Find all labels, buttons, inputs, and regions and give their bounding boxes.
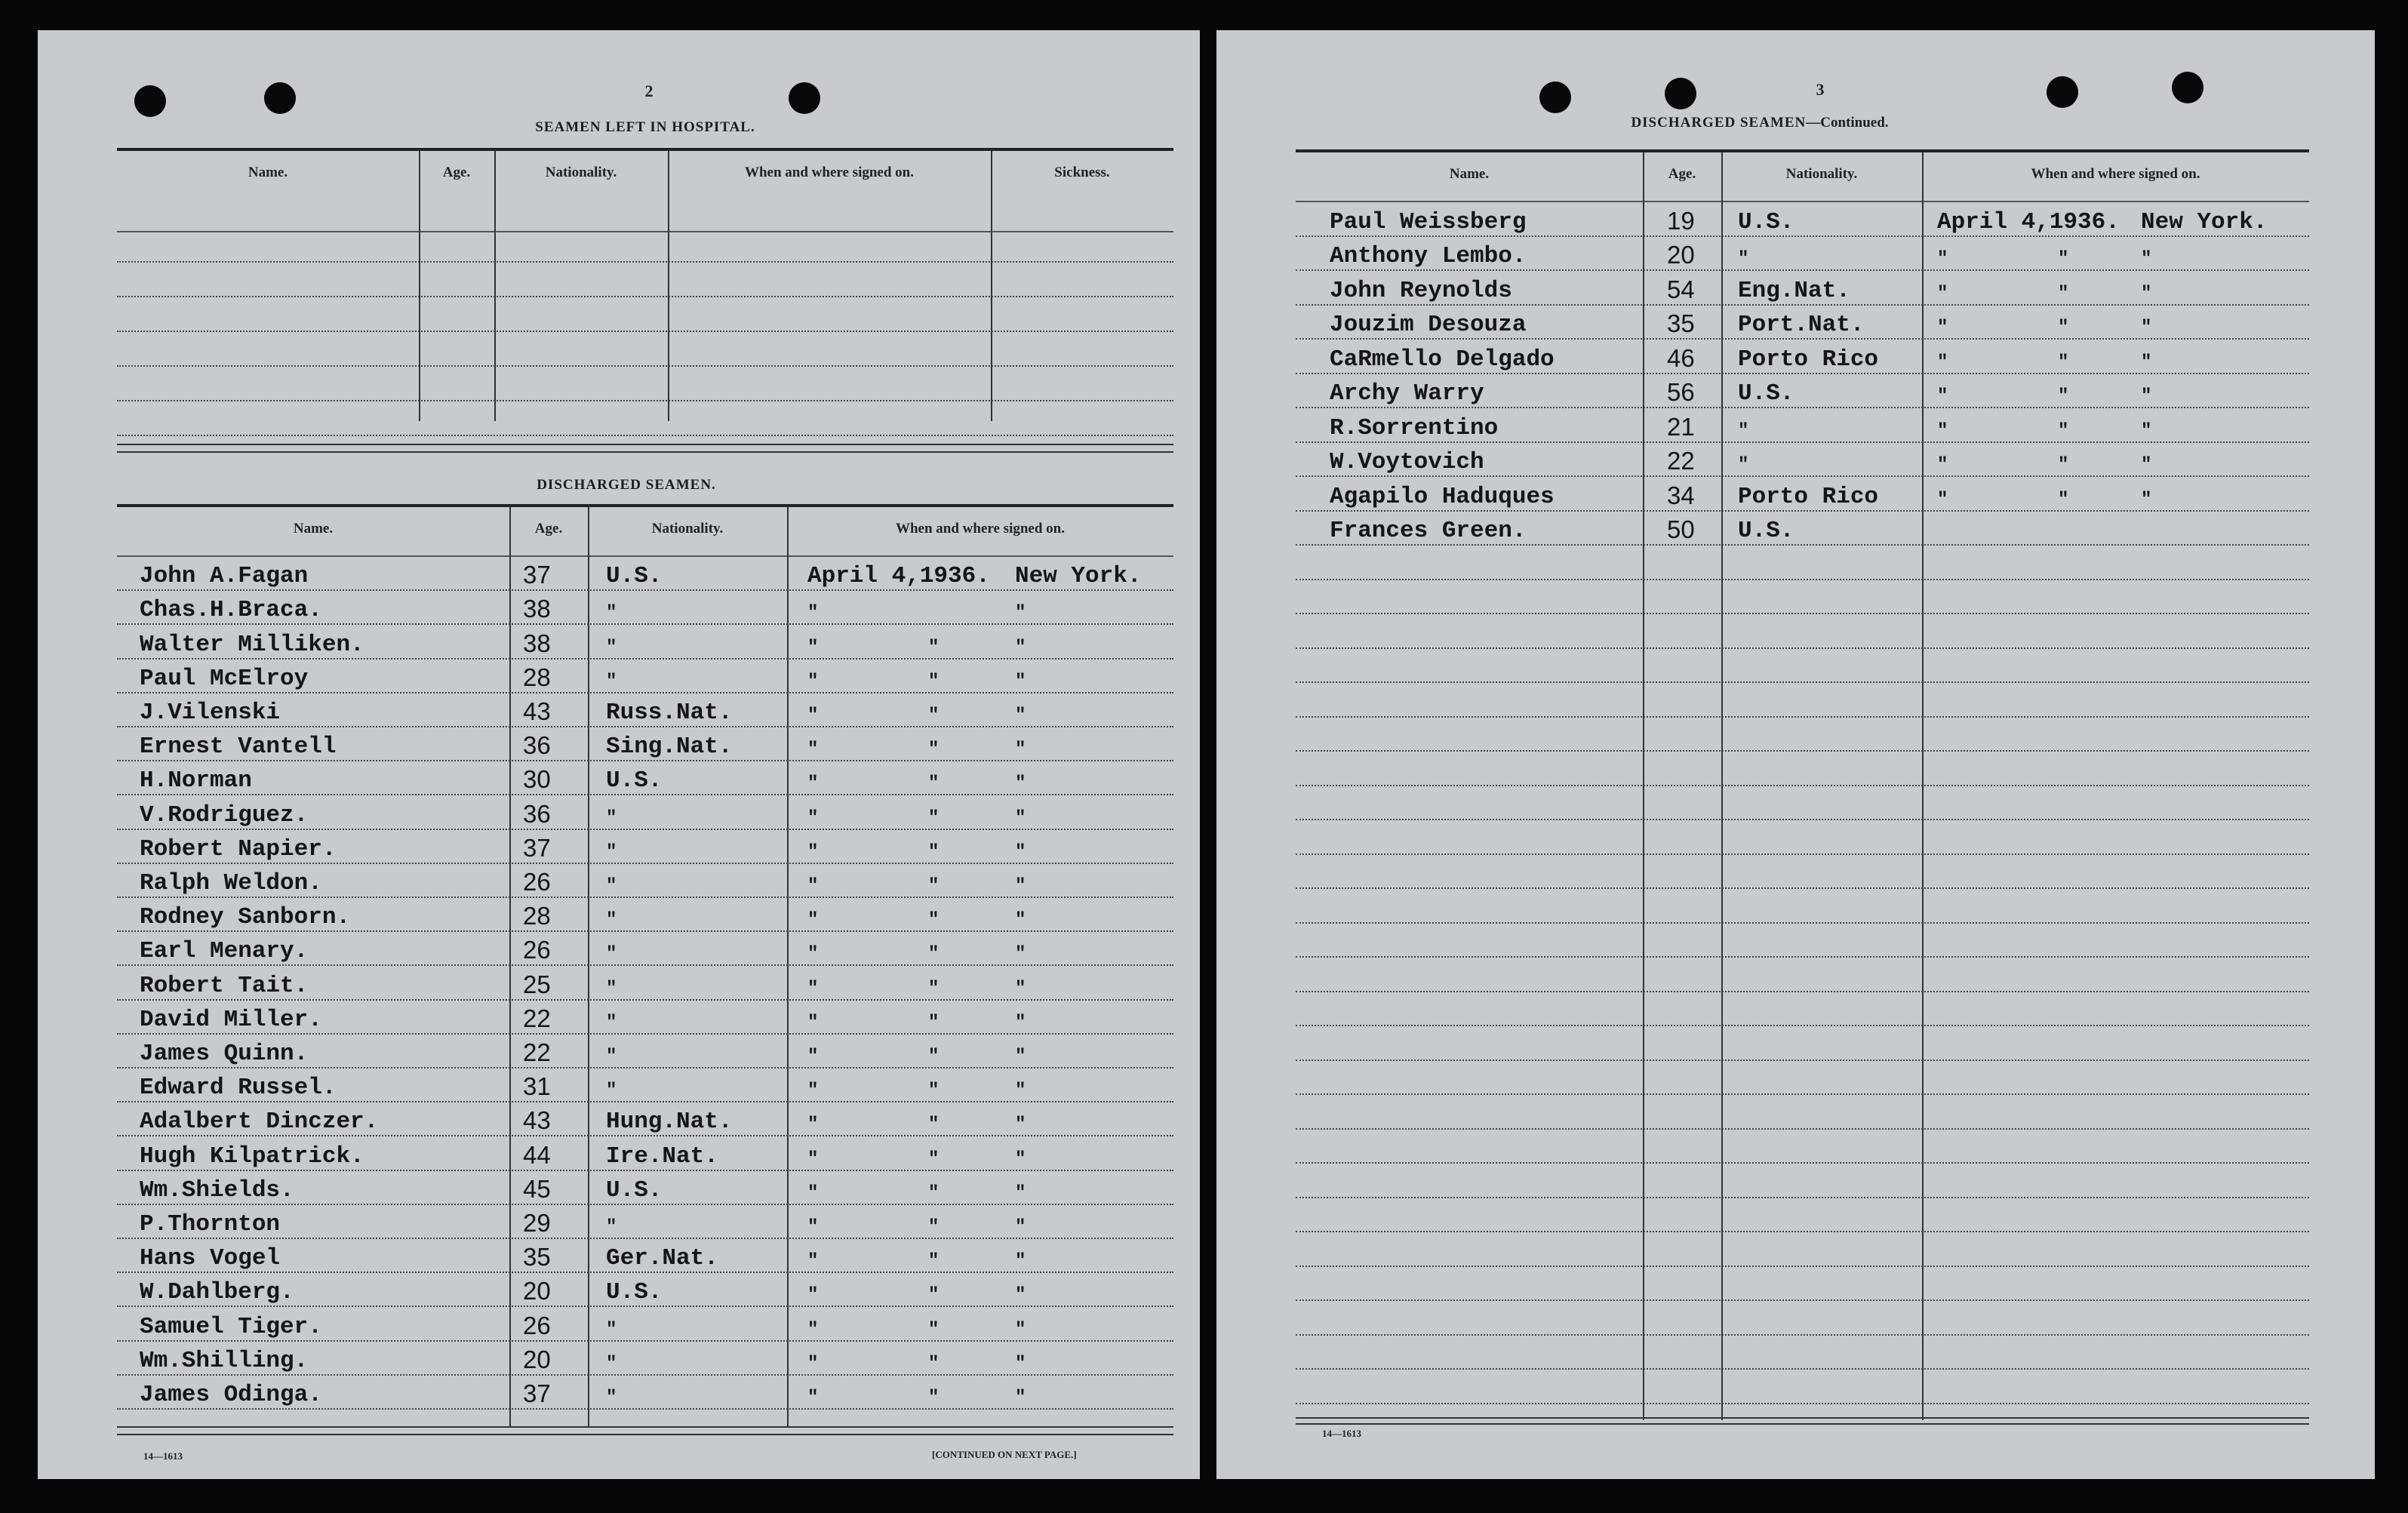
seaman-nationality: Hung.Nat. <box>606 1109 733 1136</box>
signed-on-ditto: " <box>2058 318 2069 338</box>
signed-on-date: " <box>807 773 819 795</box>
seaman-age: 20 <box>523 1277 551 1305</box>
table-row <box>117 1239 1173 1273</box>
signed-on-ditto: " <box>928 1046 940 1067</box>
seaman-name: Rodney Sanborn. <box>140 904 351 931</box>
signed-on-place: " <box>1015 1149 1026 1170</box>
signed-on-date: " <box>1937 455 1948 475</box>
seaman-age: 38 <box>523 595 551 623</box>
seaman-name: Earl Menary. <box>140 938 309 965</box>
seaman-name: Agapilo Haduques <box>1330 483 1555 510</box>
seaman-nationality: Eng.Nat. <box>1738 277 1850 304</box>
seaman-age: 37 <box>523 833 551 862</box>
seaman-nationality: Ger.Nat. <box>606 1245 718 1272</box>
signed-on-ditto: " <box>928 1387 940 1408</box>
seaman-age: 34 <box>1667 481 1695 509</box>
seaman-age: 37 <box>523 1379 551 1407</box>
seaman-nationality: " <box>606 978 617 999</box>
table-row <box>117 1102 1173 1136</box>
seaman-nationality: Porto Rico <box>1738 483 1879 510</box>
empty-row <box>1296 855 2309 890</box>
seaman-name: Adalbert Dinczer. <box>140 1109 379 1136</box>
signed-on-place: " <box>1015 1115 1026 1136</box>
table-row <box>117 761 1173 795</box>
signed-on-date: " <box>807 705 819 726</box>
signed-on-date: " <box>807 1285 819 1306</box>
punch-hole <box>264 82 296 114</box>
punch-hole <box>2047 76 2078 108</box>
signed-on-place: " <box>2141 420 2152 441</box>
seaman-name: Walter Milliken. <box>140 631 364 658</box>
discharged-table-continued <box>1296 149 2309 1425</box>
seaman-nationality: " <box>606 1012 617 1033</box>
hospital-col-signed-on: When and where signed on. <box>744 165 914 180</box>
empty-row <box>1296 1061 2309 1096</box>
seaman-age: 31 <box>523 1072 551 1101</box>
signed-on-ditto: " <box>928 740 940 761</box>
signed-on-place: " <box>1015 637 1026 658</box>
signed-on-place: " <box>1015 773 1026 795</box>
signed-on-date: " <box>807 910 819 931</box>
empty-row <box>1296 1267 2309 1302</box>
table-row <box>1296 306 2309 340</box>
signed-on-place: " <box>1015 807 1026 829</box>
signed-on-ditto: " <box>928 671 940 692</box>
seaman-nationality: " <box>606 910 617 931</box>
seaman-nationality: " <box>606 637 617 658</box>
seaman-name: James Quinn. <box>140 1040 309 1067</box>
seaman-nationality: U.S. <box>1738 208 1794 235</box>
signed-on-place: " <box>2141 489 2152 510</box>
seaman-name: R.Sorrentino <box>1330 414 1499 441</box>
seaman-age: 19 <box>1667 206 1695 235</box>
seaman-nationality: " <box>606 875 617 896</box>
empty-row <box>1296 820 2309 855</box>
empty-row <box>1296 786 2309 821</box>
table-row <box>117 660 1173 693</box>
seaman-name: J.Vilenski <box>140 699 281 726</box>
table-row <box>117 1273 1173 1307</box>
signed-on-date: April 4,1936. <box>807 563 990 590</box>
signed-on-date: " <box>807 1216 819 1238</box>
signed-on-place: " <box>1015 1353 1026 1374</box>
signed-on-date: " <box>1937 283 1948 304</box>
seaman-nationality: " <box>1738 249 1749 269</box>
signed-on-ditto: " <box>2058 386 2069 407</box>
signed-on-ditto: " <box>928 1319 940 1340</box>
seaman-nationality: Russ.Nat. <box>606 699 733 726</box>
signed-on-date: " <box>807 1182 819 1204</box>
hospital-section-title: SEAMEN LEFT IN HOSPITAL. <box>535 119 755 135</box>
seaman-name: CaRmello Delgado <box>1330 346 1555 373</box>
signed-on-ditto: " <box>928 1251 940 1272</box>
signed-on-date: " <box>807 740 819 761</box>
right-page <box>1216 30 2375 1479</box>
signed-on-place: " <box>1015 910 1026 931</box>
seaman-name: Edward Russel. <box>140 1075 337 1102</box>
empty-row <box>1296 1301 2309 1336</box>
signed-on-place: " <box>2141 352 2152 373</box>
seaman-age: 21 <box>1667 412 1695 441</box>
signed-on-place: " <box>2141 283 2152 304</box>
seaman-age: 54 <box>1667 275 1695 303</box>
empty-row <box>1296 1370 2309 1404</box>
punch-hole <box>789 82 820 114</box>
table-row <box>117 1136 1173 1170</box>
signed-on-ditto: " <box>2058 489 2069 510</box>
table-row <box>117 795 1173 829</box>
table-row <box>117 1069 1173 1102</box>
table-row <box>117 591 1173 625</box>
signed-on-ditto: " <box>928 910 940 931</box>
empty-row <box>1296 992 2309 1027</box>
signed-on-ditto: " <box>928 1285 940 1306</box>
signed-on-date: " <box>807 1046 819 1067</box>
signed-on-ditto: " <box>2058 420 2069 441</box>
punch-hole <box>2172 72 2203 103</box>
signed-on-date: " <box>1937 489 1948 510</box>
title-text: DISCHARGED SEAMEN <box>1631 115 1807 131</box>
seaman-age: 56 <box>1667 378 1695 406</box>
seaman-age: 26 <box>523 1311 551 1339</box>
signed-on-ditto: " <box>2058 249 2069 269</box>
signed-on-date: " <box>807 1012 819 1033</box>
seaman-age: 36 <box>523 731 551 760</box>
seaman-name: Samuel Tiger. <box>140 1313 322 1340</box>
empty-row <box>1296 580 2309 615</box>
signed-on-date: " <box>807 978 819 999</box>
seaman-name: Wm.Shields. <box>140 1176 294 1204</box>
table-row <box>1296 340 2309 374</box>
seaman-nationality: U.S. <box>1738 518 1794 544</box>
signed-on-date: " <box>807 875 819 896</box>
signed-on-ditto: " <box>2058 352 2069 373</box>
title-suffix: —Continued. <box>1806 115 1889 131</box>
signed-on-place: " <box>1015 1046 1026 1067</box>
table-row <box>1296 271 2309 306</box>
seaman-nationality: " <box>1738 420 1749 441</box>
seaman-name: V.Rodriguez. <box>140 801 309 829</box>
seaman-nationality: " <box>606 603 617 624</box>
seaman-nationality: " <box>606 1353 617 1374</box>
col-signed-on: When and where signed on. <box>895 521 1065 537</box>
seaman-nationality: U.S. <box>606 1279 663 1306</box>
empty-row <box>1296 1232 2309 1267</box>
table-row <box>1296 512 2309 546</box>
table-row <box>117 966 1173 1000</box>
continued-note: [CONTINUED ON NEXT PAGE.] <box>932 1449 1077 1460</box>
table-row <box>117 1342 1173 1376</box>
table-row <box>1296 443 2309 478</box>
table-row <box>117 693 1173 727</box>
table-row <box>117 1205 1173 1239</box>
signed-on-place: " <box>1015 841 1026 863</box>
seaman-nationality: U.S. <box>606 1176 663 1204</box>
seaman-nationality: " <box>606 841 617 863</box>
empty-row <box>1296 683 2309 718</box>
seaman-age: 22 <box>1667 447 1695 475</box>
table-row <box>117 1307 1173 1341</box>
seaman-name: Robert Napier. <box>140 835 337 863</box>
seaman-name: Paul Weissberg <box>1330 208 1527 235</box>
seaman-name: W.Voytovich <box>1330 449 1484 475</box>
col-name: Name. <box>1449 166 1490 182</box>
seaman-name: Robert Tait. <box>140 972 309 999</box>
page-number: 2 <box>644 81 654 100</box>
signed-on-date: " <box>1937 386 1948 407</box>
seaman-nationality: Porto Rico <box>1738 346 1879 373</box>
seaman-name: Jouzim Desouza <box>1330 312 1527 338</box>
col-name: Name. <box>293 521 334 537</box>
signed-on-date: " <box>807 1353 819 1374</box>
signed-on-date: " <box>807 1319 819 1340</box>
seaman-name: Chas.H.Braca. <box>140 597 322 624</box>
signed-on-place: " <box>1015 740 1026 761</box>
table-row <box>117 1171 1173 1205</box>
table-row <box>1296 202 2309 237</box>
seaman-name: Anthony Lembo. <box>1330 243 1527 269</box>
signed-on-date: " <box>807 841 819 863</box>
table-row <box>117 1035 1173 1069</box>
col-age: Age. <box>534 521 563 537</box>
signed-on-ditto: " <box>928 1216 940 1238</box>
seaman-nationality: Sing.Nat. <box>606 733 733 761</box>
seaman-age: 20 <box>523 1345 551 1373</box>
signed-on-ditto: " <box>2058 283 2069 304</box>
empty-row <box>1296 889 2309 924</box>
signed-on-date: " <box>807 671 819 692</box>
hospital-col-name: Name. <box>248 165 288 180</box>
seaman-nationality: U.S. <box>606 563 663 590</box>
seaman-name: Wm.Shilling. <box>140 1347 309 1374</box>
col-nationality: Nationality. <box>651 521 724 537</box>
seaman-name: Hans Vogel <box>140 1245 281 1272</box>
empty-row <box>1296 958 2309 992</box>
hospital-col-nationality: Nationality. <box>545 165 617 180</box>
empty-row <box>1296 1095 2309 1130</box>
seaman-name: John Reynolds <box>1330 277 1512 304</box>
signed-on-place: " <box>1015 944 1026 965</box>
seaman-age: 37 <box>523 561 551 589</box>
seaman-nationality: " <box>606 1081 617 1102</box>
seaman-name: Ralph Weldon. <box>140 869 322 896</box>
seaman-age: 22 <box>523 1038 551 1066</box>
seaman-age: 35 <box>1667 309 1695 337</box>
signed-on-date: " <box>807 1387 819 1408</box>
seaman-nationality: " <box>606 807 617 829</box>
table-row <box>117 625 1173 659</box>
signed-on-ditto: " <box>928 1081 940 1102</box>
seaman-name: Hugh Kilpatrick. <box>140 1142 364 1170</box>
empty-row <box>1296 1198 2309 1233</box>
seaman-age: 26 <box>523 867 551 896</box>
signed-on-place: " <box>1015 978 1026 999</box>
signed-on-date: " <box>807 603 819 624</box>
signed-on-date: " <box>1937 420 1948 441</box>
signed-on-place: " <box>2141 249 2152 269</box>
signed-on-place: " <box>1015 1081 1026 1102</box>
signed-on-date: " <box>1937 318 1948 338</box>
seaman-age: 50 <box>1667 515 1695 543</box>
table-row <box>117 1376 1173 1410</box>
seaman-name: P.Thornton <box>140 1210 281 1238</box>
col-age: Age. <box>1668 166 1696 182</box>
table-row <box>1296 408 2309 443</box>
signed-on-ditto: " <box>928 1353 940 1374</box>
table-row <box>117 1001 1173 1035</box>
seaman-nationality: " <box>606 944 617 965</box>
seaman-nationality: " <box>606 1319 617 1340</box>
empty-row <box>1296 649 2309 684</box>
signed-on-ditto: " <box>928 1182 940 1204</box>
empty-row <box>1296 1130 2309 1164</box>
signed-on-place: " <box>1015 1285 1026 1306</box>
punch-hole <box>1539 81 1571 113</box>
signed-on-place: " <box>1015 603 1026 624</box>
signed-on-ditto: " <box>928 875 940 896</box>
col-signed-on: When and where signed on. <box>2031 166 2200 182</box>
table-row <box>117 830 1173 864</box>
empty-row <box>1296 1164 2309 1198</box>
seaman-name: James Odinga. <box>140 1381 322 1408</box>
empty-row <box>1296 718 2309 752</box>
seaman-age: 44 <box>523 1140 551 1169</box>
signed-on-date: " <box>807 1115 819 1136</box>
signed-on-place: New York. <box>2141 208 2268 235</box>
empty-row <box>1296 752 2309 786</box>
seaman-age: 38 <box>523 629 551 657</box>
seaman-age: 22 <box>523 1004 551 1032</box>
signed-on-date: " <box>807 637 819 658</box>
seaman-age: 28 <box>523 663 551 691</box>
signed-on-place: " <box>1015 1182 1026 1204</box>
signed-on-ditto: " <box>928 1115 940 1136</box>
seaman-name: David Miller. <box>140 1006 322 1033</box>
signed-on-place: " <box>1015 1387 1026 1408</box>
signed-on-ditto: " <box>928 841 940 863</box>
signed-on-ditto: " <box>928 705 940 726</box>
signed-on-place: " <box>1015 1251 1026 1272</box>
signed-on-ditto: " <box>928 637 940 658</box>
seaman-age: 28 <box>523 902 551 930</box>
signed-on-date: " <box>807 807 819 829</box>
signed-on-place: " <box>2141 386 2152 407</box>
seaman-nationality: " <box>606 1387 617 1408</box>
table-row <box>1296 477 2309 512</box>
page-number: 3 <box>1816 80 1825 99</box>
signed-on-place: " <box>2141 455 2152 475</box>
seaman-name: Ernest Vantell <box>140 733 337 761</box>
signed-on-date: April 4,1936. <box>1937 208 2120 235</box>
empty-row <box>1296 546 2309 580</box>
signed-on-date: " <box>807 1149 819 1170</box>
discharged-continued-title <box>1631 115 1888 131</box>
signed-on-place: " <box>2141 318 2152 338</box>
seaman-nationality: " <box>1738 455 1749 475</box>
seaman-name: Frances Green. <box>1330 518 1527 544</box>
seaman-age: 45 <box>523 1174 551 1203</box>
seaman-nationality: " <box>606 671 617 692</box>
seaman-name: Paul McElroy <box>140 665 309 692</box>
hospital-col-sickness: Sickness. <box>1054 165 1110 180</box>
discharged-table <box>117 504 1173 1440</box>
signed-on-ditto: " <box>2058 455 2069 475</box>
seaman-nationality: Ire.Nat. <box>606 1142 718 1170</box>
signed-on-place: " <box>1015 705 1026 726</box>
signed-on-date: " <box>807 1251 819 1272</box>
seaman-name: Archy Warry <box>1330 380 1484 407</box>
punch-hole <box>1665 78 1696 109</box>
seaman-age: 26 <box>523 936 551 964</box>
signed-on-ditto: " <box>928 1149 940 1170</box>
seaman-name: W.Dahlberg. <box>140 1279 294 1306</box>
seaman-age: 30 <box>523 765 551 794</box>
table-row <box>1296 374 2309 409</box>
seaman-age: 25 <box>523 970 551 998</box>
discharged-section-title: DISCHARGED SEAMEN. <box>537 477 716 493</box>
signed-on-ditto: " <box>928 978 940 999</box>
table-row <box>1296 237 2309 272</box>
seaman-nationality: U.S. <box>1738 380 1794 407</box>
seaman-name: H.Norman <box>140 767 252 795</box>
hospital-col-age: Age. <box>442 165 471 180</box>
empty-row <box>1296 1336 2309 1370</box>
table-row <box>117 898 1173 932</box>
col-nationality: Nationality. <box>1785 166 1858 182</box>
signed-on-date: " <box>1937 249 1948 269</box>
signed-on-ditto: " <box>928 773 940 795</box>
table-row <box>117 557 1173 591</box>
empty-row <box>1296 1026 2309 1061</box>
seaman-age: 35 <box>523 1243 551 1272</box>
left-page <box>38 30 1200 1479</box>
table-row <box>117 932 1173 966</box>
signed-on-date: " <box>1937 352 1948 373</box>
signed-on-ditto: " <box>928 1012 940 1033</box>
signed-on-ditto: " <box>928 944 940 965</box>
signed-on-place: " <box>1015 1319 1026 1340</box>
seaman-age: 20 <box>1667 241 1695 269</box>
seaman-nationality: " <box>606 1046 617 1067</box>
signed-on-date: " <box>807 1081 819 1102</box>
hospital-table <box>117 148 1173 457</box>
signed-on-place: New York. <box>1015 563 1142 590</box>
signed-on-place: " <box>1015 671 1026 692</box>
table-row <box>117 727 1173 761</box>
empty-row <box>1296 924 2309 958</box>
seaman-age: 43 <box>523 1106 551 1135</box>
signed-on-date: " <box>807 944 819 965</box>
punch-hole <box>134 85 166 117</box>
signed-on-place: " <box>1015 1216 1026 1238</box>
form-number: 14—1613 <box>143 1450 183 1462</box>
signed-on-place: " <box>1015 875 1026 896</box>
seaman-age: 36 <box>523 799 551 828</box>
signed-on-place: " <box>1015 1012 1026 1033</box>
signed-on-ditto: " <box>928 807 940 829</box>
form-number: 14—1613 <box>1322 1428 1361 1439</box>
seaman-age: 46 <box>1667 343 1695 372</box>
seaman-name: John A.Fagan <box>140 563 309 590</box>
seaman-nationality: Port.Nat. <box>1738 312 1865 338</box>
seaman-nationality: " <box>606 1216 617 1238</box>
empty-row <box>1296 614 2309 649</box>
seaman-age: 29 <box>523 1208 551 1237</box>
seaman-age: 43 <box>523 697 551 725</box>
table-row <box>117 864 1173 898</box>
seaman-nationality: U.S. <box>606 767 663 795</box>
